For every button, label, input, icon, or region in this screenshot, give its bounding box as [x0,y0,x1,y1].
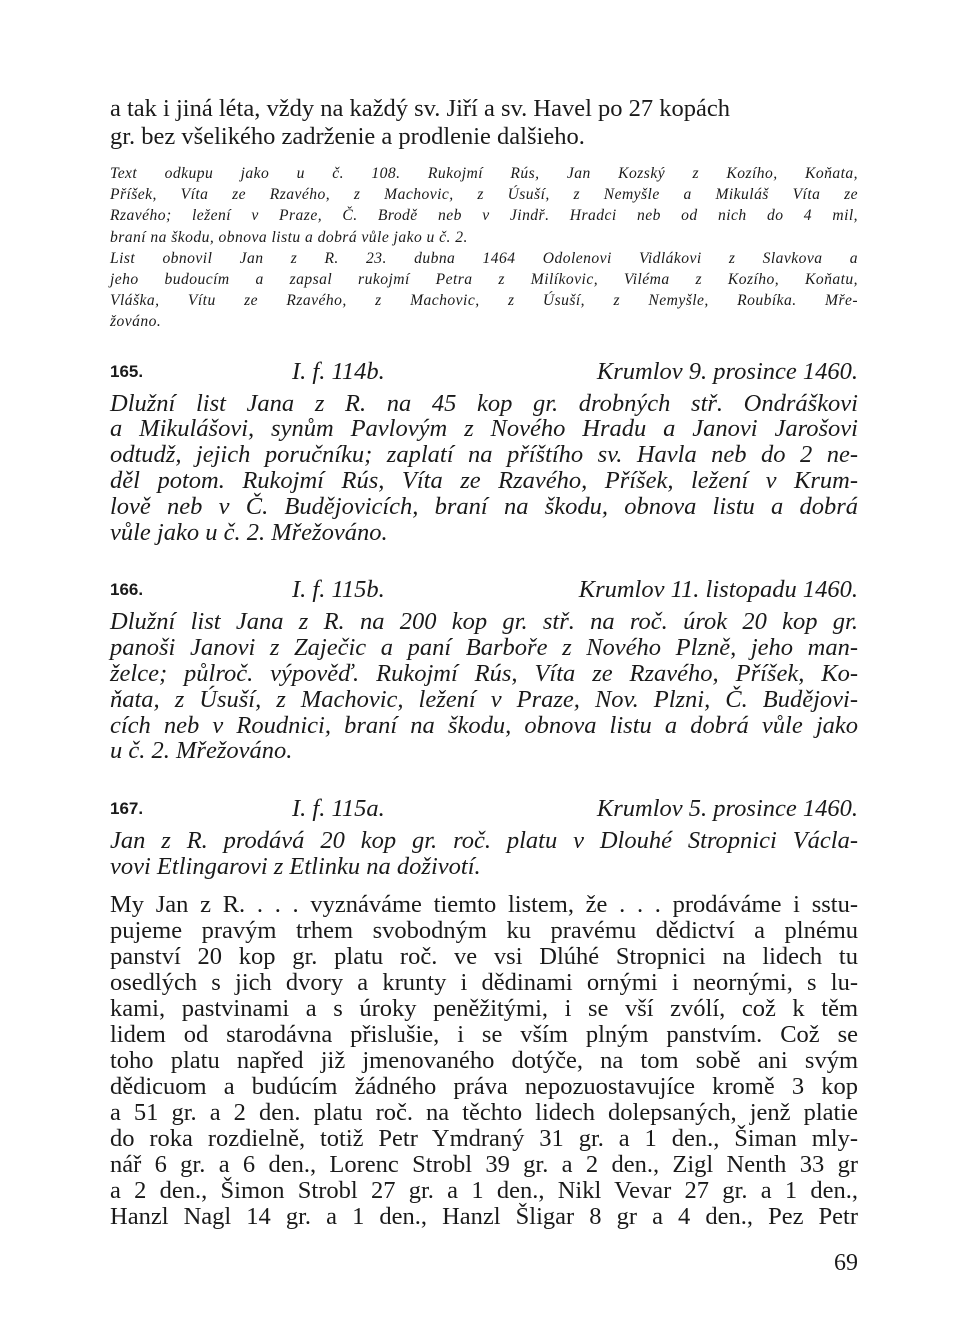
charter-line: panství 20 kop gr. platu roč. ve vsi Dlúhé Stropnici na lidech tu [110,942,858,970]
entry-date: Krumlov 9. prosince 1460. [596,357,858,385]
note-line: List obnovil Jan z R. 23. dubna 1464 Odolenovi Vidlákovi z Slavkova a [110,249,858,267]
document-page [110,95,858,1230]
charter-line: nář 6 gr. a 6 den., Lorenc Strobl 39 gr. a 2 den., Zigl Nenth 33 gr [110,1150,858,1178]
regest-line: Jan z R. prodává 20 kop gr. roč. platu v Dlouhé Stropnici Václa- [110,827,858,855]
note-line: Vláška, Vítu ze Rzavého, z Machovic, z Úsuší, z Nemyšle, Roubíka. Mře- [110,292,858,310]
charter-line: a 2 den., Šimon Strobl 27 gr. a 1 den., Nikl Vevar 27 gr. a 1 den., [110,1176,858,1204]
editorial-note [110,163,858,333]
regest-line: lově neb v Č. Budějovicích, braní na škodu, obnova listu a dobrá [110,492,858,520]
regest-line: vůle jako u č. 2. Mřežováno. [110,518,388,546]
regest-line: cích neb v Roudnici, braní na škodu, obnova listu a dobrá vůle jako [110,711,858,739]
entry-number: 166. [110,580,144,600]
entry-heading [110,794,858,824]
note-line: Příšek, Víta ze Rzavého, z Machovic, z Úsuší, z Nemyšle a Mikuláš Víta ze [110,186,858,204]
entry-regest [110,609,858,764]
regest-line: ňata, z Úsuší, z Machovic, ležení v Praze, Nov. Plzni, Č. Budějovi- [110,685,858,713]
regest-line: u č. 2. Mřežováno. [110,737,293,765]
page-number: 69 [834,1250,858,1276]
charter-line: do roka rozdielně, totiž Petr Ymdraný 31 gr. a 1 den., Šiman mly- [110,1124,858,1152]
text-line: gr. bez všelikého zadrženie a prodlenie dalšieho. [110,123,585,150]
charter-line: toho platu napřed již jmenovaného dotýče, na tom sobě ani svým [110,1046,858,1074]
regest-line: odtudž, jejich poručníku; zaplatí na příštího sv. Havla neb do 2 ne- [110,441,858,469]
entry-165 [110,357,858,546]
regest-line: a Mikulášovi, synům Pavlovým z Nového Hradu a Janovi Jarošovi [110,415,858,443]
charter-line: dědicuom a budúcím žádného práva nepozuostavujíce kromě 3 kop [110,1072,858,1100]
regest-line: děl potom. Rukojmí Rús, Víta ze Rzavého, Příšek, ležení v Krum- [110,467,858,495]
entry-folio: I. f. 115a. [292,795,385,823]
charter-line: a 51 gr. a 2 den. platu roč. na těchto lidech dolepsaných, jenž platie [110,1098,858,1126]
entry-regest [110,391,858,546]
note-line: Text odkupu jako u č. 108. Rukojmí Rús, Jan Kozský z Kozího, Koňata, [110,165,858,182]
charter-line: kami, pastvinami a s úroky peněžitými, i se vší zvólí, což k těm [110,994,858,1022]
entry-regest [110,828,858,880]
charter-line: osedlých s jich dvory a krunty i dědinami ornými i neornými, s lu- [110,968,858,996]
entry-folio: I. f. 115b. [292,576,385,604]
entry-folio: I. f. 114b. [292,357,385,385]
note-line: žováno. [110,313,162,331]
entry-date: Krumlov 5. prosince 1460. [596,795,858,823]
note-line: braní na škodu, obnova listu a dobrá vůle jako u č. 2. [110,228,468,246]
regest-line: panoši Janovi z Zaječic a paní Barboře z Nového Plzně, jeho man- [110,634,858,662]
entry-166 [110,575,858,764]
entry-heading [110,357,858,387]
note-line: Rzavého; ležení v Praze, Č. Brodě neb v Jindř. Hradci neb od nich do 4 mil, [110,207,858,225]
entry-number: 165. [110,361,144,381]
charter-line: pujeme pravým trhem svobodným ku pravému dědictví a plnému [110,916,858,944]
regest-line: želce; půlroč. výpověď. Rukojmí Rús, Víta ze Rzavého, Příšek, Ko- [110,660,858,687]
regest-line: Dlužní list Jana z R. na 45 kop gr. drobných stř. Ondráškovi [110,389,858,417]
note-line: jeho budoucím a zapsal rukojmí Petra z Milíkovic, Viléma z Kozího, Koňatu, [110,271,858,289]
charter-line: Hanzl Nagl 14 gr. a 1 den., Hanzl Šligar 8 gr a 4 den., Pez Petr [110,1202,858,1230]
entry-number: 167. [110,799,144,819]
entry-167 [110,794,858,1230]
charter-text [110,892,858,1230]
intro-paragraph [110,95,858,151]
charter-line: My Jan z R. . . . vyznáváme tiemto listem, že . . . prodáváme i sstu- [110,890,858,918]
entry-date: Krumlov 11. listopadu 1460. [578,576,858,604]
regest-line: vovi Etlingarovi z Etlinku na doživotí. [110,852,481,880]
regest-line: Dlužní list Jana z R. na 200 kop gr. stř. na roč. úrok 20 kop gr. [110,608,858,636]
charter-line: lidem od starodávna přislušie, i se vším plným panstvím. Což se [110,1020,858,1048]
text-line: a tak i jiná léta, vždy na každý sv. Jiří a sv. Havel po 27 kopách [110,95,731,122]
entry-heading [110,575,858,605]
